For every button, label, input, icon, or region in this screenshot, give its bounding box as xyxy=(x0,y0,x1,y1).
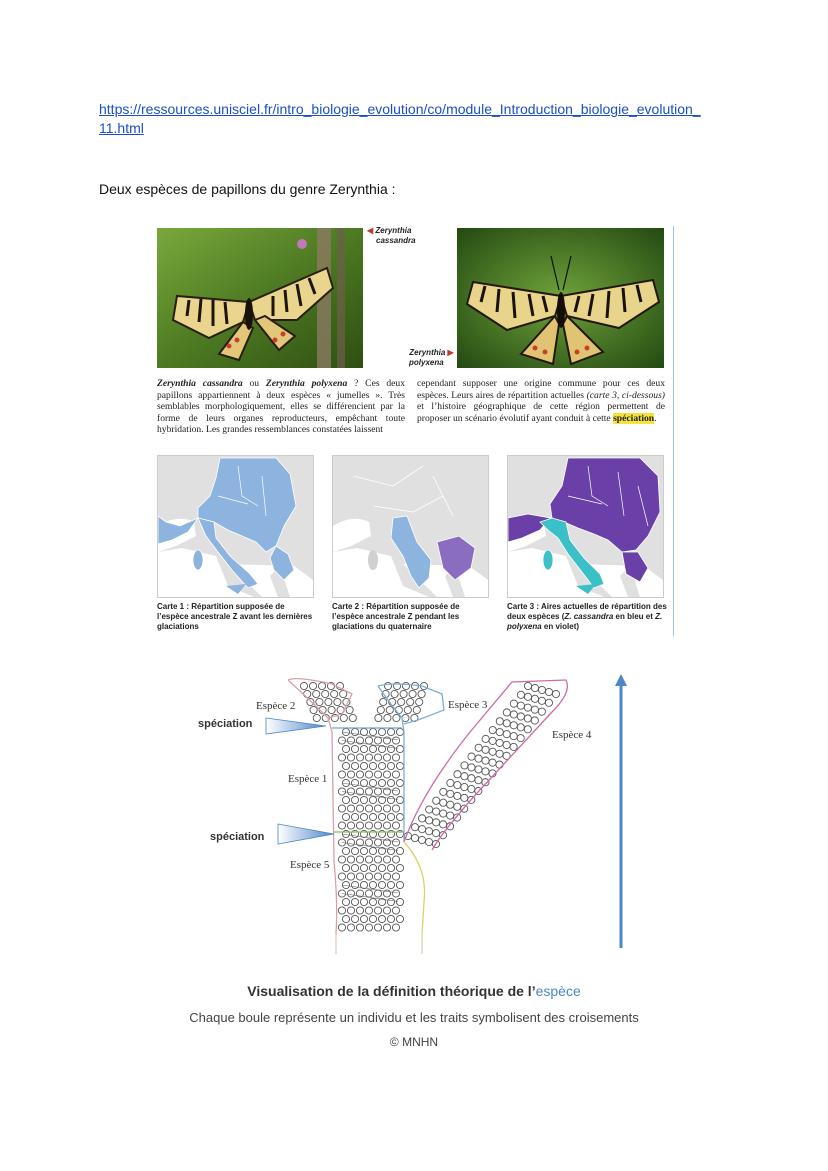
individual-dot xyxy=(338,754,345,761)
intro-text: Deux espèces de papillons du genre Zerynthia : xyxy=(99,181,396,197)
individual-dot xyxy=(503,709,510,716)
individual-dot xyxy=(407,698,414,705)
individual-dot xyxy=(409,690,416,697)
individual-dot xyxy=(342,847,349,854)
individual-dot xyxy=(369,745,376,752)
individual-dot xyxy=(383,856,390,863)
individual-dot xyxy=(387,898,394,905)
individual-dot xyxy=(374,890,381,897)
individual-dot xyxy=(396,881,403,888)
map-1 xyxy=(157,455,314,598)
label-espece-2: Espèce 2 xyxy=(256,700,296,712)
individual-dot xyxy=(503,731,510,738)
individual-dot xyxy=(524,715,531,722)
individual-dot xyxy=(468,775,475,782)
individual-dot xyxy=(365,754,372,761)
individual-dot xyxy=(347,890,354,897)
individual-dot xyxy=(374,907,381,914)
individual-dot xyxy=(383,890,390,897)
individual-dot xyxy=(454,803,461,810)
individual-dot xyxy=(351,847,358,854)
individual-dot xyxy=(392,805,399,812)
individual-dot xyxy=(510,711,517,718)
individual-dot xyxy=(307,698,314,705)
individual-dot xyxy=(316,698,323,705)
individual-dot xyxy=(365,737,372,744)
individual-dot xyxy=(524,682,531,689)
individual-dot xyxy=(538,697,545,704)
individual-dot xyxy=(369,915,376,922)
link-line-1[interactable]: https://ressources.unisciel.fr/intro_biologie_evolution/co/module_Introduction_biologie_evolution_ xyxy=(99,101,701,117)
individual-dot xyxy=(365,890,372,897)
individual-dot xyxy=(351,762,358,769)
individual-dot xyxy=(468,764,475,771)
individual-dot xyxy=(365,873,372,880)
individual-dot xyxy=(351,864,358,871)
individual-dot xyxy=(447,790,454,797)
individual-dot xyxy=(384,714,391,721)
individual-dot xyxy=(461,773,468,780)
individual-dot xyxy=(374,737,381,744)
individual-dot xyxy=(416,698,423,705)
individual-dot xyxy=(496,761,503,768)
individual-dot xyxy=(347,805,354,812)
individual-dot xyxy=(338,873,345,880)
individual-dot xyxy=(387,779,394,786)
individual-dot xyxy=(447,801,454,808)
individual-dot xyxy=(304,690,311,697)
individual-dot xyxy=(374,839,381,846)
individual-dot xyxy=(342,915,349,922)
individual-dot xyxy=(347,924,354,931)
individual-dot xyxy=(503,741,510,748)
arrow-right-icon: ▶ xyxy=(447,348,454,357)
individual-dot xyxy=(503,720,510,727)
individual-dot xyxy=(392,771,399,778)
individual-dot xyxy=(418,690,425,697)
individual-dot xyxy=(517,691,524,698)
individual-dot xyxy=(426,806,433,813)
caption-polyxena: Zerynthia ▶ polyxena xyxy=(409,348,454,367)
individual-dot xyxy=(365,822,372,829)
individual-dot xyxy=(396,864,403,871)
individual-dot xyxy=(342,813,349,820)
individual-dot xyxy=(356,805,363,812)
map-2 xyxy=(332,455,489,598)
individual-dot xyxy=(524,693,531,700)
individual-dot xyxy=(378,813,385,820)
copyright: © MNHN xyxy=(389,1035,439,1049)
individual-dot xyxy=(351,745,358,752)
individual-dot xyxy=(432,830,439,837)
individual-dot xyxy=(300,682,307,689)
individual-dot xyxy=(365,771,372,778)
individual-dot xyxy=(322,690,329,697)
individual-dot xyxy=(356,873,363,880)
individual-dot xyxy=(440,810,447,817)
individual-dot xyxy=(387,728,394,735)
individual-dot xyxy=(347,754,354,761)
individual-dot xyxy=(378,779,385,786)
label-espece-5: Espèce 5 xyxy=(290,859,330,871)
individual-dot xyxy=(342,864,349,871)
individual-dot xyxy=(346,706,353,713)
individual-dot xyxy=(383,924,390,931)
individual-dot xyxy=(347,873,354,880)
butterfly-figure xyxy=(157,226,675,636)
individual-dot xyxy=(538,686,545,693)
individual-dot xyxy=(356,907,363,914)
individual-dot xyxy=(356,856,363,863)
individual-dot xyxy=(392,907,399,914)
speciation-label-2: spéciation xyxy=(210,831,265,843)
individual-dot xyxy=(517,702,524,709)
time-arrow-icon xyxy=(615,674,627,686)
individual-dot xyxy=(461,762,468,769)
individual-dot xyxy=(396,728,403,735)
individual-dot xyxy=(369,762,376,769)
individual-dot xyxy=(411,824,418,831)
individual-dot xyxy=(310,706,317,713)
individual-dot xyxy=(475,744,482,751)
individual-dot xyxy=(365,924,372,931)
caption-cassandra: ◀ Zerynthia cassandra xyxy=(367,226,416,245)
individual-dot xyxy=(392,754,399,761)
individual-dot xyxy=(413,706,420,713)
individual-dot xyxy=(377,706,384,713)
individual-dot xyxy=(347,907,354,914)
individual-dot xyxy=(360,762,367,769)
individual-dot xyxy=(433,819,440,826)
individual-dot xyxy=(396,745,403,752)
individual-dot xyxy=(365,788,372,795)
individual-dot xyxy=(387,915,394,922)
individual-dot xyxy=(510,733,517,740)
individual-dot xyxy=(461,794,468,801)
individual-dot xyxy=(440,821,447,828)
individual-dot xyxy=(374,873,381,880)
individual-dot xyxy=(404,706,411,713)
individual-dot xyxy=(418,836,425,843)
individual-dot xyxy=(418,826,425,833)
individual-dot xyxy=(419,815,426,822)
individual-dot xyxy=(369,779,376,786)
individual-dot xyxy=(545,699,552,706)
individual-dot xyxy=(387,881,394,888)
individual-dot xyxy=(360,847,367,854)
individual-dot xyxy=(347,839,354,846)
individual-dot xyxy=(496,718,503,725)
individual-dot xyxy=(447,812,454,819)
source-link[interactable] xyxy=(99,100,739,138)
individual-dot xyxy=(360,813,367,820)
individual-dot xyxy=(387,762,394,769)
individual-dot xyxy=(392,924,399,931)
individual-dot xyxy=(387,813,394,820)
individual-dot xyxy=(347,788,354,795)
individual-dot xyxy=(396,847,403,854)
individual-dot xyxy=(338,822,345,829)
individual-dot xyxy=(447,779,454,786)
individual-dot xyxy=(347,771,354,778)
individual-dot xyxy=(489,737,496,744)
individual-dot xyxy=(378,881,385,888)
individual-dot xyxy=(461,783,468,790)
individual-dot xyxy=(360,915,367,922)
individual-dot xyxy=(425,838,432,845)
individual-dot xyxy=(454,792,461,799)
individual-dot xyxy=(433,797,440,804)
individual-dot xyxy=(338,856,345,863)
individual-dot xyxy=(383,737,390,744)
individual-dot xyxy=(369,847,376,854)
individual-dot xyxy=(531,706,538,713)
label-espece-3: Espèce 3 xyxy=(448,699,488,711)
map-3 xyxy=(507,455,664,598)
individual-dot xyxy=(342,762,349,769)
individual-dot xyxy=(524,726,531,733)
arrow-left-icon: ◀ xyxy=(367,226,374,235)
individual-dot xyxy=(338,805,345,812)
speciation-label-1: spéciation xyxy=(198,718,253,730)
species-tree-diagram xyxy=(192,672,632,954)
individual-dot xyxy=(365,805,372,812)
individual-dot xyxy=(517,713,524,720)
individual-dot xyxy=(374,788,381,795)
map-1-caption: Carte 1 : Répartition supposée de l’espèce ancestrale Z avant les dernières glaciations xyxy=(157,602,313,631)
individual-dot xyxy=(475,766,482,773)
individual-dot xyxy=(331,690,338,697)
individual-dot xyxy=(374,924,381,931)
individual-dot xyxy=(369,898,376,905)
tree-caption-subtitle: Chaque boule représente un individu et les traits symbolisent des croisements xyxy=(189,1010,639,1025)
individual-dot xyxy=(545,688,552,695)
individual-dot xyxy=(426,817,433,824)
individual-dot xyxy=(402,682,409,689)
label-espece-1: Espèce 1 xyxy=(288,773,328,785)
map-3-caption: Carte 3 : Aires actuelles de répartition des deux espèces (Z. cassandra en bleu et Z. polyxena en violet) xyxy=(507,602,667,631)
individual-dot xyxy=(360,864,367,871)
individual-dot xyxy=(365,856,372,863)
individual-dot xyxy=(338,771,345,778)
individual-dot xyxy=(347,856,354,863)
individual-dot xyxy=(396,915,403,922)
photo-polyxena xyxy=(457,228,664,368)
individual-dot xyxy=(356,822,363,829)
individual-dot xyxy=(378,915,385,922)
individual-dot xyxy=(392,788,399,795)
individual-dot xyxy=(398,698,405,705)
individual-dot xyxy=(342,745,349,752)
individual-dot xyxy=(392,737,399,744)
individual-dot xyxy=(383,754,390,761)
individual-dot xyxy=(489,759,496,766)
individual-dot xyxy=(347,737,354,744)
label-espece-4: Espèce 4 xyxy=(552,729,592,741)
individual-dot xyxy=(387,796,394,803)
individual-dot xyxy=(531,717,538,724)
individual-dot xyxy=(360,745,367,752)
individual-dot xyxy=(338,924,345,931)
individual-dot xyxy=(378,762,385,769)
individual-dot xyxy=(378,728,385,735)
individual-dot xyxy=(383,907,390,914)
individual-dot xyxy=(334,698,341,705)
individual-dot xyxy=(392,822,399,829)
individual-dot xyxy=(552,690,559,697)
individual-dot xyxy=(351,898,358,905)
individual-dot xyxy=(375,714,382,721)
individual-dot xyxy=(454,781,461,788)
individual-dot xyxy=(392,839,399,846)
individual-dot xyxy=(383,788,390,795)
individual-dot xyxy=(393,714,400,721)
individual-dot xyxy=(374,856,381,863)
speciation-wedge-icon xyxy=(278,824,334,844)
individual-dot xyxy=(396,779,403,786)
individual-dot xyxy=(396,898,403,905)
individual-dot xyxy=(351,796,358,803)
individual-dot xyxy=(383,839,390,846)
individual-dot xyxy=(351,915,358,922)
individual-dot xyxy=(440,799,447,806)
individual-dot xyxy=(482,768,489,775)
photo-cassandra xyxy=(157,228,363,368)
individual-dot xyxy=(318,682,325,689)
individual-dot xyxy=(496,750,503,757)
individual-dot xyxy=(383,805,390,812)
individual-dot xyxy=(475,777,482,784)
individual-dot xyxy=(489,727,496,734)
tree-caption-title: Visualisation de la définition théorique de l’espèce xyxy=(247,983,581,999)
individual-dot xyxy=(374,805,381,812)
individual-dot xyxy=(374,822,381,829)
individual-dot xyxy=(425,828,432,835)
individual-dot xyxy=(387,847,394,854)
individual-dot xyxy=(482,757,489,764)
individual-dot xyxy=(538,708,545,715)
individual-dot xyxy=(391,690,398,697)
individual-dot xyxy=(468,785,475,792)
individual-dot xyxy=(369,864,376,871)
individual-dot xyxy=(360,796,367,803)
individual-dot xyxy=(482,746,489,753)
individual-dot xyxy=(374,754,381,761)
map-2-caption: Carte 2 : Répartition supposée de l’espèce ancestrale Z pendant les glaciations du quaternaire xyxy=(332,602,460,631)
figure-divider xyxy=(673,226,674,636)
individual-dot xyxy=(440,788,447,795)
individual-dot xyxy=(396,796,403,803)
individual-dot xyxy=(531,695,538,702)
individual-dot xyxy=(510,700,517,707)
individual-dot xyxy=(517,735,524,742)
individual-dot xyxy=(369,796,376,803)
individual-dot xyxy=(489,748,496,755)
individual-dot xyxy=(365,907,372,914)
speciation-wedge-icon xyxy=(266,718,326,734)
individual-dot xyxy=(325,698,332,705)
individual-dot xyxy=(517,724,524,731)
individual-dot xyxy=(360,898,367,905)
individual-dot xyxy=(496,739,503,746)
individual-dot xyxy=(524,704,531,711)
individual-dot xyxy=(411,834,418,841)
individual-dot xyxy=(383,822,390,829)
individual-dot xyxy=(454,771,461,778)
individual-dot xyxy=(510,722,517,729)
individual-dot xyxy=(384,682,391,689)
individual-dot xyxy=(383,771,390,778)
highlight-speciation: spéciation xyxy=(613,412,655,424)
individual-dot xyxy=(396,813,403,820)
individual-dot xyxy=(396,762,403,769)
individual-dot xyxy=(313,714,320,721)
individual-dot xyxy=(356,924,363,931)
individual-dot xyxy=(482,735,489,742)
individual-dot xyxy=(531,684,538,691)
individual-dot xyxy=(387,745,394,752)
link-line-2[interactable]: 11.html xyxy=(99,120,144,136)
individual-dot xyxy=(369,813,376,820)
individual-dot xyxy=(347,822,354,829)
individual-dot xyxy=(328,706,335,713)
individual-dot xyxy=(380,698,387,705)
paragraph-right: cependant supposer une origine commune pour ces deux espèces. Leurs aires de répartition actuelles (carte 3, ci-dessous) et l’histoire géographique de cette région permettent de proposer un scénario évolutif ayant conduit à cette spéciation. xyxy=(417,378,665,424)
individual-dot xyxy=(392,873,399,880)
individual-dot xyxy=(433,808,440,815)
individual-dot xyxy=(369,728,376,735)
individual-dot xyxy=(475,755,482,762)
individual-dot xyxy=(510,743,517,750)
individual-dot xyxy=(383,873,390,880)
individual-dot xyxy=(374,771,381,778)
individual-dot xyxy=(365,839,372,846)
individual-dot xyxy=(386,706,393,713)
individual-dot xyxy=(468,753,475,760)
individual-dot xyxy=(378,864,385,871)
individual-dot xyxy=(338,907,345,914)
individual-dot xyxy=(496,729,503,736)
individual-dot xyxy=(351,813,358,820)
individual-dot xyxy=(309,682,316,689)
individual-dot xyxy=(369,881,376,888)
individual-dot xyxy=(349,714,356,721)
individual-dot xyxy=(392,856,399,863)
individual-dot xyxy=(313,690,320,697)
individual-dot xyxy=(342,796,349,803)
individual-dot xyxy=(356,754,363,761)
individual-dot xyxy=(400,690,407,697)
paragraph-left: Zerynthia cassandra ou Zerynthia polyxena ? Ces deux papillons appartiennent à deux espèces « jumelles ». Très semblables morphologiquement, elles se différencient par la forme de leurs organes reproducteurs, empêchant toute hybridation. Les grandes ressemblances constatées laissent xyxy=(157,378,406,436)
individual-dot xyxy=(392,890,399,897)
individual-dot xyxy=(342,898,349,905)
individual-dot xyxy=(356,771,363,778)
individual-dot xyxy=(387,864,394,871)
individual-dot xyxy=(340,714,347,721)
